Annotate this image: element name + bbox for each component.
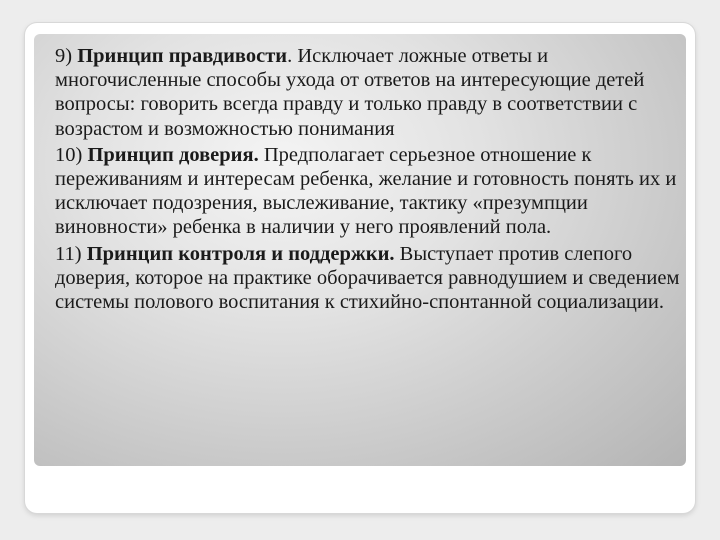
principle-number: 9) — [55, 45, 73, 67]
principle-body: Выступает против слепого доверия, которое на практике оборачивается равнодушием и сведением системы полового воспитания к стихийно-спонтанной социализации. — [55, 242, 680, 314]
principle-separator: . — [287, 45, 293, 67]
principle-paragraph-9 — [55, 44, 680, 141]
slide-text — [55, 44, 680, 316]
principle-body: Исключает ложные ответы и многочисленные способы ухода от ответов на интересующие детей вопросы: говорить всегда правду и только правду в соответствии с возрастом и возможностью понимания — [55, 45, 645, 140]
principle-paragraph-10 — [55, 143, 680, 240]
principle-body: Предполагает серьезное отношение к переживаниям и интересам ребенка, желание и готовность понять их и исключает подозрения, выслеживание, тактику «презумпции виновности» ребенка в наличии у него проявлений пола. — [55, 143, 677, 239]
principle-heading: Принцип контроля и поддержки. — [86, 242, 395, 265]
principle-paragraph-11 — [55, 242, 680, 315]
principle-number: 11) — [55, 242, 82, 265]
principle-heading: Принцип правдивости — [77, 45, 288, 67]
principle-heading: Принцип доверия. — [87, 143, 259, 166]
principle-number: 10) — [55, 143, 83, 166]
